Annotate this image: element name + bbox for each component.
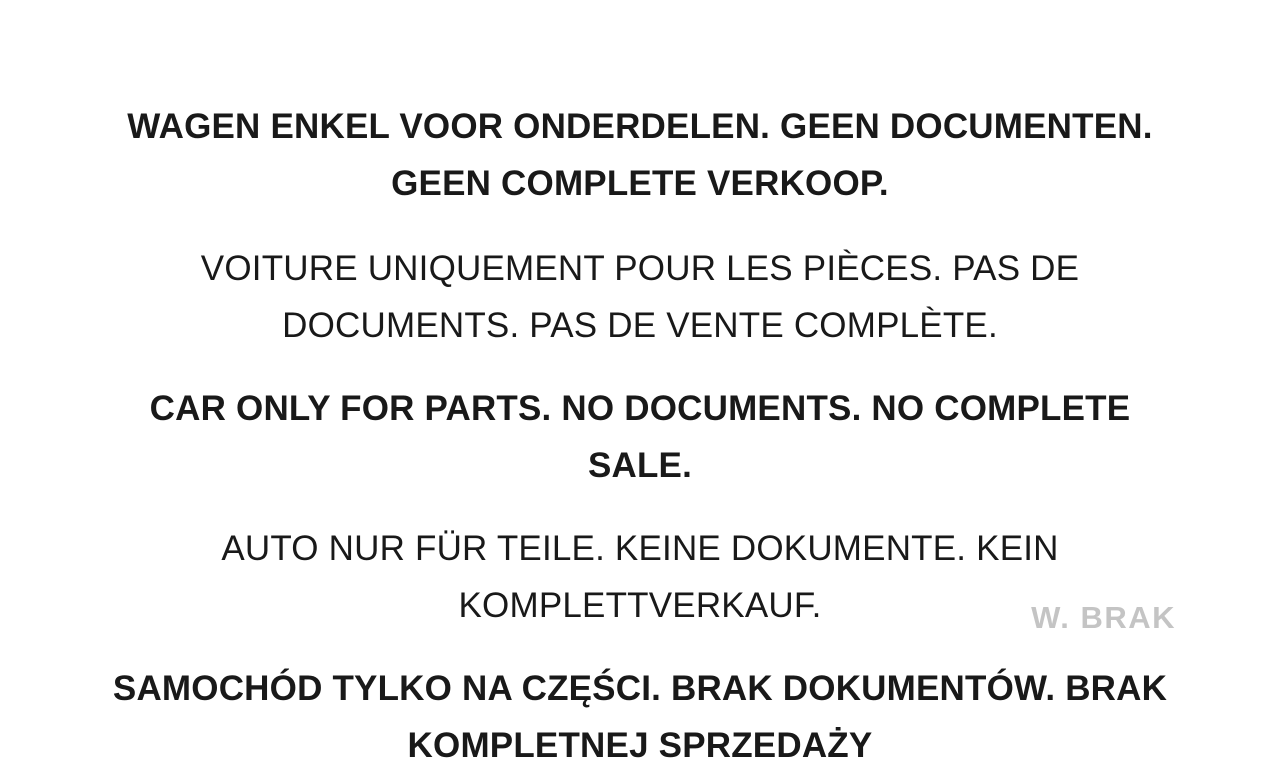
notice-line-french: VOITURE UNIQUEMENT POUR LES PIÈCES. PAS DE DOCUMENTS. PAS DE VENTE COMPLÈTE.: [200, 249, 1080, 345]
notice-line-german: AUTO NUR FÜR TEILE. KEINE DOKUMENTE. KEIN KOMPLETTVERKAUF.: [221, 529, 1059, 625]
notice-line-dutch: WAGEN ENKEL VOOR ONDERDELEN. GEEN DOCUMENTEN. GEEN COMPLETE VERKOOP.: [127, 107, 1153, 203]
notice-line-english: CAR ONLY FOR PARTS. NO DOCUMENTS. NO COMPLETE SALE.: [149, 389, 1131, 485]
watermark-text: W. BRAK: [1031, 600, 1176, 635]
notice-line-polish: SAMOCHÓD TYLKO NA CZĘŚCI. BRAK DOKUMENTÓW. BRAK KOMPLETNEJ SPRZEDAŻY: [112, 669, 1168, 765]
